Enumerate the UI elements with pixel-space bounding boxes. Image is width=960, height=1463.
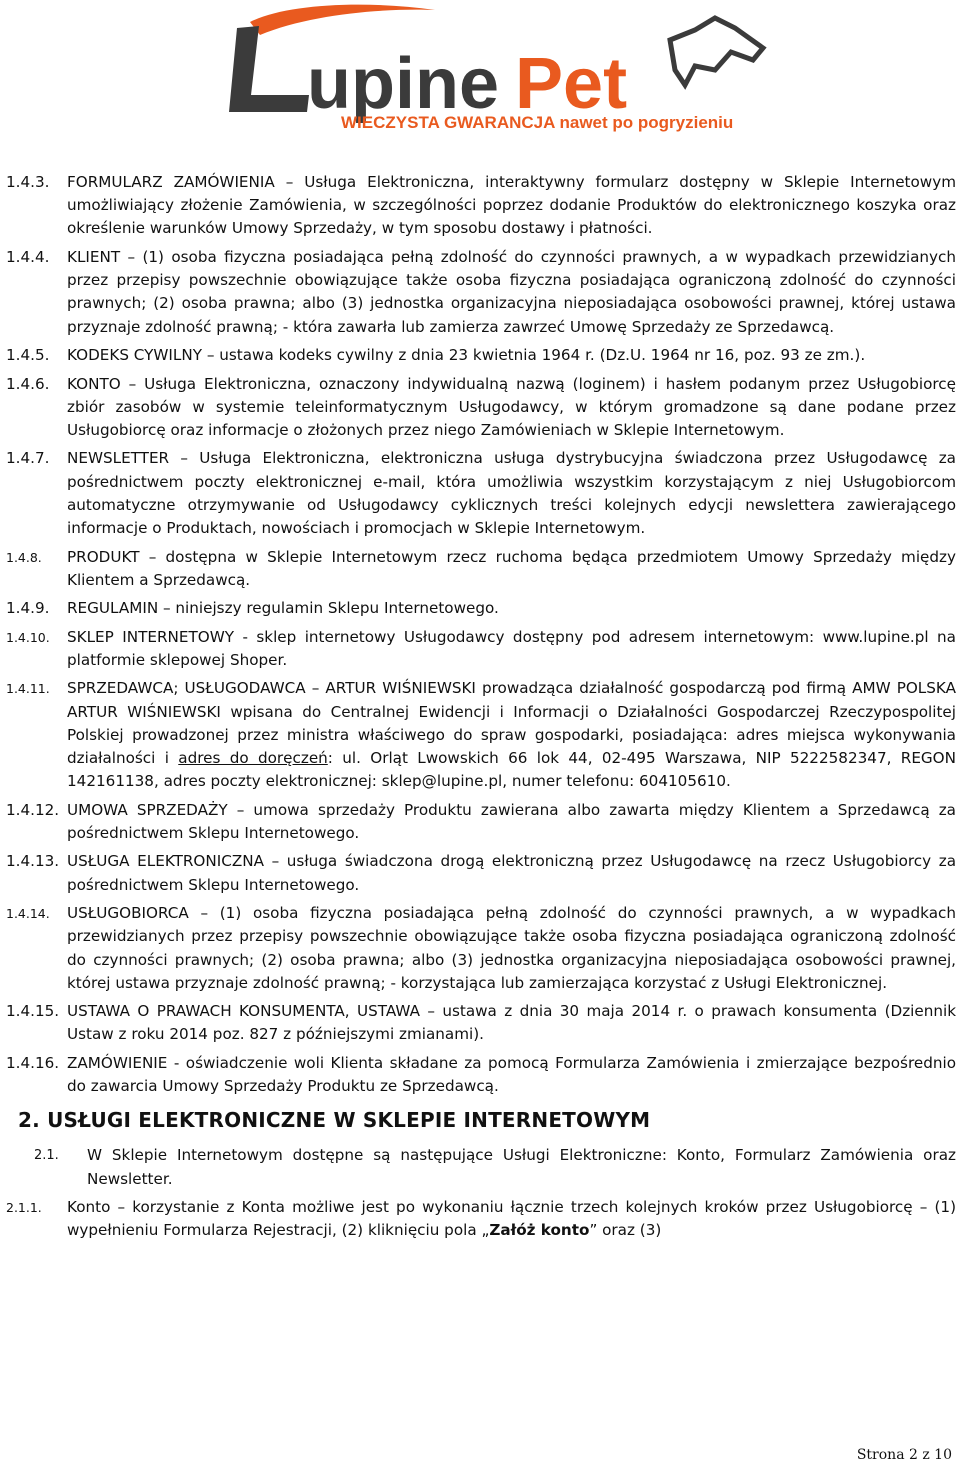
item-text: USŁUGA ELEKTRONICZNA – usługa świadczona drogą elektroniczną przez Usługodawcę na rzecz Usługobiorcy za pośrednictwem Sklepu Internetowego.	[67, 852, 956, 894]
item-number: 1.4.11.	[6, 681, 50, 697]
logo-tagline: WIECZYSTA GWARANCJA nawet po pogryzieniu	[341, 113, 734, 132]
item-text-part: SPRZEDAWCA; USŁUGODAWCA – ARTUR WIŚNIEWSKI prowadząca działalność gospodarczą pod firmą AMW POLSKA ARTUR WIŚNIEWSKI wpisana do Centralnej Ewidencji i Informacji o Działalności Gospodarczej Rzeczypospolitej Polskiej prowadzonej przez ministra właściwego do spraw gospodarki, posiadająca: adres miejsca wykonywania działalności i	[67, 679, 956, 768]
item-text: NEWSLETTER – Usługa Elektroniczna, elektroniczna usługa dystrybucyjna świadczona przez Usługodawcę za pośrednictwem poczty elektronicznej e-mail, która umożliwia wszystkim korzystającym z niej Usługobiorcom automatyczne otrzymywanie od Usługodawcy cyklicznych treści kolejnych edycji newslettera zawierającego informacje o Produktach, nowościach i promocjach w Sklepie Internetowym.	[67, 449, 956, 538]
regulations-content	[6, 171, 956, 1248]
definition-item	[6, 1000, 956, 1046]
item-text: UMOWA SPRZEDAŻY – umowa sprzedaży Produktu zawierana albo zawarta między Klientem a Sprzedawcą za pośrednictwem Sklepu Internetowego.	[67, 800, 956, 842]
item-number: 1.4.13.	[6, 852, 60, 871]
definition-item	[6, 850, 956, 896]
item-number: 1.4.8.	[6, 549, 42, 565]
definition-item	[6, 246, 956, 339]
item-number: 1.4.7.	[6, 449, 50, 468]
logo-brand-left: upine	[307, 44, 499, 124]
definition-item	[6, 546, 956, 592]
item-text	[67, 1196, 956, 1242]
item-text: USTAWA O PRAWACH KONSUMENTA, USTAWA – ustawa z dnia 30 maja 2014 r. o prawach konsumenta (Dziennik Ustaw z roku 2014 poz. 827 z późniejszymi zmianami).	[67, 1002, 956, 1044]
section-item	[6, 1144, 956, 1190]
item-text	[67, 677, 956, 793]
item-number: 1.4.6.	[6, 374, 50, 393]
item-number: 2.1.	[34, 1148, 59, 1164]
definition-item	[6, 344, 956, 367]
delivery-address-link-text: adres do doręczeń	[178, 749, 328, 768]
item-number: 2.1.1.	[6, 1200, 42, 1216]
definition-item	[6, 677, 956, 793]
item-text: W Sklepie Internetowym dostępne są następujące Usługi Elektroniczne: Konto, Formularz Zamówienia oraz Newsletter.	[87, 1146, 956, 1188]
item-text-part: Konto – korzystanie z Konta możliwe jest po wykonaniu łącznie trzech kolejnych kroków przez Usługobiorcę – (1) wypełnieniu Formularza Rejestracji, (2) kliknięciu pola „	[67, 1198, 956, 1240]
item-text	[67, 902, 956, 995]
definition-item	[6, 902, 956, 995]
item-text-part: ograniczoną zdolność do czynności prawnych; (2) osoba prawna; albo (3) jednostka organizacyjna nieposiadająca osobowości prawnej, której ustawa przyznaje zdolność prawną; - korzystająca lub zamierzająca korzystać z Usługi Elektronicznej.	[67, 927, 956, 992]
section-item	[6, 1196, 956, 1242]
item-number: 1.4.16.	[6, 1053, 60, 1072]
definition-item	[6, 1052, 956, 1098]
definition-item	[6, 171, 956, 241]
definition-item	[6, 597, 956, 620]
item-text: REGULAMIN – niniejszy regulamin Sklepu Internetowego.	[67, 599, 499, 618]
item-number: 1.4.4.	[6, 247, 50, 266]
item-number: 1.4.5.	[6, 346, 50, 365]
logo-swoosh	[250, 5, 435, 35]
create-account-label: Załóż konto	[489, 1221, 590, 1240]
dog-icon	[670, 18, 763, 85]
definition-item	[6, 447, 956, 540]
item-text: FORMULARZ ZAMÓWIENIA – Usługa Elektroniczna, interaktywny formularz dostępny w Sklepie Internetowym umożliwiający złożenie Zamówienia, w szczególności poprzez dodanie Produktów do elektronicznego koszyka oraz określenie warunków Umowy Sprzedaży, w tym sposobu dostawy i płatności.	[67, 173, 956, 238]
item-text-part: ” oraz (3)	[589, 1221, 662, 1240]
item-number: 1.4.9.	[6, 599, 50, 618]
logo-letter-l	[229, 26, 309, 112]
section-heading: 2. USŁUGI ELEKTRONICZNE W SKLEPIE INTERNETOWYM	[18, 1108, 651, 1133]
item-text: KLIENT – (1) osoba fizyczna posiadająca pełną zdolność do czynności prawnych, a w wypadkach przewidzianych przez przepisy powszechnie obowiązujące także osoba fizyczna posiadająca ograniczoną zdolność do czynności prawnych; (2) osoba prawna; albo (3) jednostka organizacyjna nieposiadająca osobowości prawnej, której ustawa przyznaje zdolność prawną; - która zawarła lub zamierza zawrzeć Umowę Sprzedaży ze Sprzedawcą.	[67, 247, 956, 336]
item-number: 1.4.12.	[6, 800, 60, 819]
item-text: KONTO – Usługa Elektroniczna, oznaczony indywidualną nazwą (loginem) i hasłem podanym przez Usługobiorcę zbiór zasobów w systemie teleinformatycznym Usługodawcy, w którym gromadzone są dane podane przez Usługobiorcę oraz informacje o złożonych przez niego Zamówieniach w Sklepie Internetowym.	[67, 374, 956, 439]
lupinepet-logo	[215, 0, 785, 145]
page-number: Strona 2 z 10	[856, 1447, 952, 1463]
item-number: 1.4.3.	[6, 173, 50, 191]
item-text: KODEKS CYWILNY – ustawa kodeks cywilny z dnia 23 kwietnia 1964 r. (Dz.U. 1964 nr 16, poz. 93 ze zm.).	[67, 346, 866, 365]
logo-brand-right: Pet	[515, 44, 628, 124]
definition-item	[6, 373, 956, 443]
item-text: PRODUKT – dostępna w Sklepie Internetowym rzecz ruchoma będąca przedmiotem Umowy Sprzedaży między Klientem a Sprzedawcą.	[67, 547, 956, 589]
item-text: SKLEP INTERNETOWY - sklep internetowy Usługodawcy dostępny pod adresem internetowym: www.lupine.pl na platformie sklepowej Shoper.	[67, 627, 956, 669]
item-text: ZAMÓWIENIE - oświadczenie woli Klienta składane za pomocą Formularza Zamówienia i zmierzające bezpośrednio do zawarcia Umowy Sprzedaży Produktu ze Sprzedawcą.	[67, 1053, 956, 1096]
item-number: 1.4.10.	[6, 629, 50, 645]
item-number: 1.4.14.	[6, 906, 50, 922]
definition-item	[6, 626, 956, 672]
item-text-part: : ul. Orląt Lwowskich 66 lok 44, 02-495 Warszawa, NIP 5222582347, REGON 142161138, adres poczty elektronicznej: sklep@lupine.pl, numer telefonu: 604105610.	[67, 749, 957, 791]
item-number: 1.4.15.	[6, 1002, 60, 1021]
item-text-part: USŁUGOBIORCA – (1) osoba fizyczna posiadająca pełną zdolność do czynności prawnych, a w wypadkach przewidzianych przez przepisy powszechnie obowiązujące także osoba fizyczna posiadająca	[67, 904, 956, 946]
definition-item	[6, 799, 956, 845]
